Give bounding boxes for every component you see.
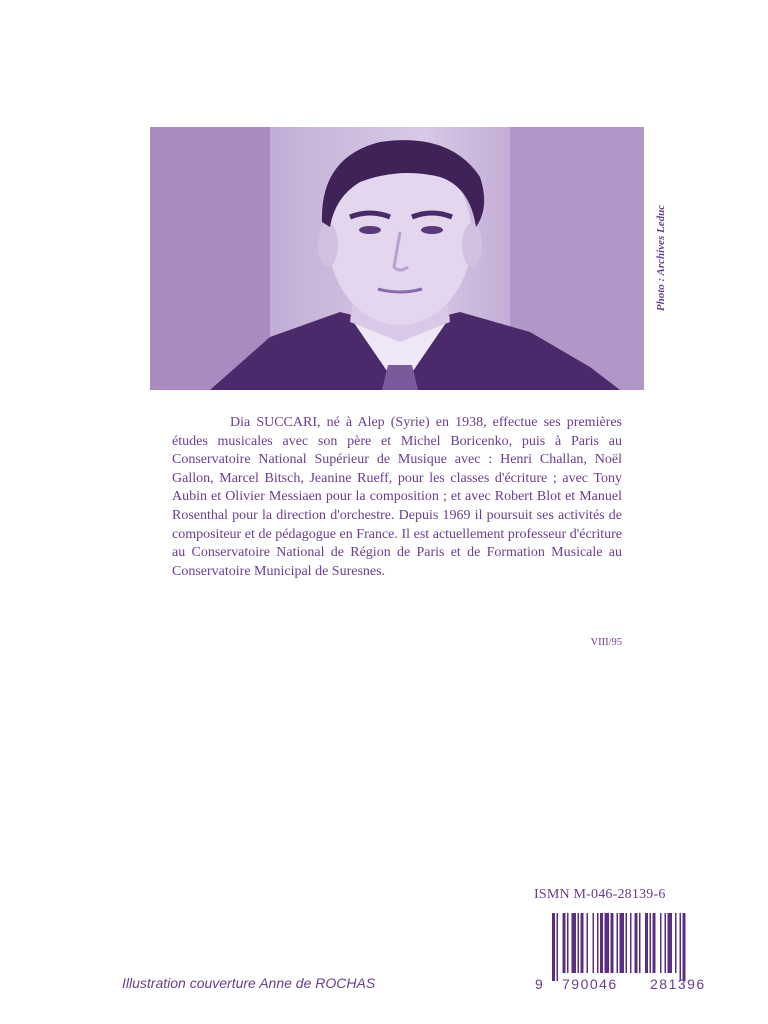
barcode-bar [665,913,667,973]
barcode-bar [626,913,628,973]
barcode-bar [567,913,569,973]
barcode-bar [552,913,555,981]
barcode-bar [581,913,584,973]
barcode-bar [653,913,656,973]
barcode-bar [557,913,559,981]
barcode-bar [600,913,603,973]
barcode-bar [645,913,648,973]
barcode-bar [578,913,580,973]
barcode-bar [597,913,599,973]
photo-credit: Photo : Archives Leduc [655,204,667,312]
barcode-bar [620,913,625,973]
barcode-lead-digit: 9 [535,976,545,992]
illustration-credit: Illustration couverture Anne de ROCHAS [122,975,376,991]
barcode [552,913,732,981]
barcode-bar [635,913,638,973]
author-portrait-photo [150,127,644,390]
barcode-left-digits: 790046 [562,976,618,992]
barcode-bar [650,913,652,973]
barcode-bar [587,913,589,973]
barcode-bar [611,913,614,973]
barcode-bar [680,913,682,981]
barcode-bar [683,913,686,981]
barcode-bar [630,913,632,973]
author-biography: Dia SUCCARI, né à Alep (Syrie) en 1938, effectue ses premières études musicales avec son père et Michel Boricenko, puis à Paris au Conservatoire National Supérieur de Musique avec : Henri Challan, Noël Gallon, Marcel Bitsch, Jeanine Rueff, pour les classes d'écriture ; avec Tony Aubin et Olivier Messiaen pour la composition ; et avec Robert Blot et Manuel Rosenthal pour la direction d'orchestre. Depuis 1969 il poursuit ses activités de compositeur et de pédagogue en France. Il est actuellement professeur d'écriture au Conservatoire National de Région de Paris et de Formation Musicale au Conservatoire Municipal de Suresnes. [172,415,622,579]
barcode-bar [593,913,595,973]
barcode-bar [605,913,610,973]
ismn-number: ISMN M-046-28139-6 [534,887,666,902]
barcode-right-digits: 281396 [650,976,706,992]
barcode-bar [675,913,677,973]
edition-date-code: VIII/95 [590,637,622,648]
barcode-bar [563,913,566,973]
barcode-bar [617,913,619,973]
portrait-illustration [150,127,644,390]
barcode-bar [639,913,641,973]
barcode-bar [660,913,662,973]
barcode-bar [668,913,673,973]
barcode-bar [572,913,577,973]
